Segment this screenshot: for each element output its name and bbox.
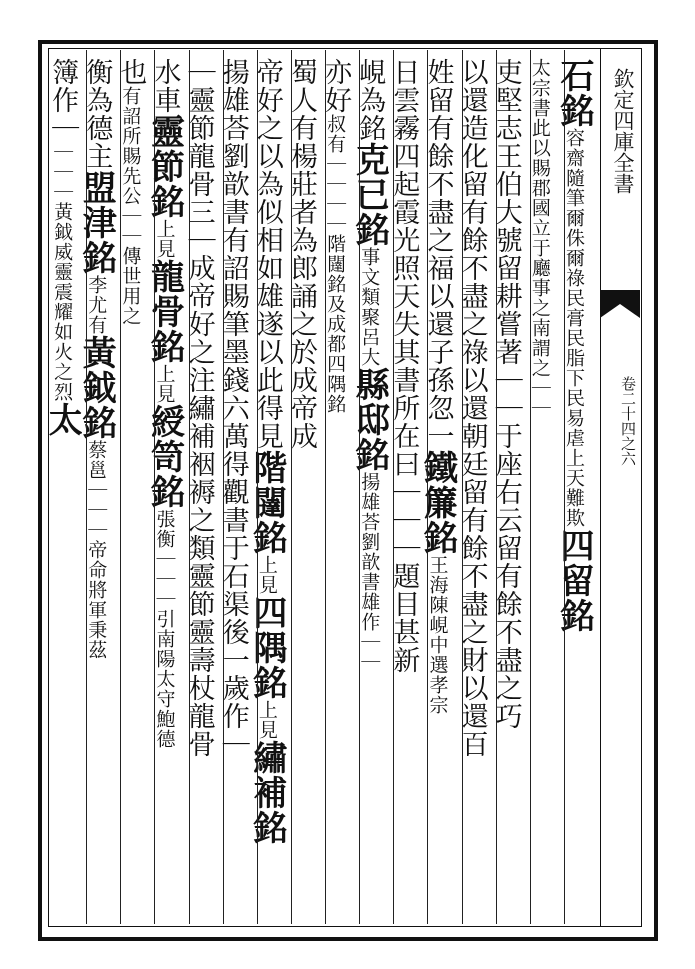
column-rule (359, 50, 360, 924)
text-run: 也 (115, 58, 147, 86)
column-rule (154, 50, 155, 924)
text-column (217, 58, 255, 918)
text-run: 日雲霧四起霞光照天失其書所在 (388, 58, 420, 450)
text-run: 帝好之以為似相如雄遂以此得見 (251, 58, 283, 450)
text-column (286, 58, 323, 918)
book-title: 欽定四庫全書 (611, 68, 635, 194)
text-run: ｜階闥銘及成都四隅銘 (324, 214, 347, 414)
text-column (115, 58, 152, 918)
text-run: ｜｜｜ (51, 142, 74, 202)
entry-heading: 靈節銘 (144, 114, 185, 219)
text-run: 衡為德主 (81, 58, 113, 170)
entry-heading: 縣邸銘 (349, 367, 390, 472)
text-run: 水車 (149, 58, 181, 114)
text-run: 揚雄荅劉歆書有詔賜筆墨錢六萬得觀書于石渠後一歲作｜ (217, 58, 249, 758)
text-column (246, 58, 289, 918)
text-column (490, 58, 528, 918)
entry-heading: 黃鉞銘 (76, 335, 117, 440)
text-run: 峴為銘 (354, 58, 386, 142)
text-column (554, 58, 596, 918)
volume-label: 卷二十四之六 (619, 376, 637, 466)
text-column (417, 58, 459, 918)
entry-heading: 克已銘 (349, 142, 390, 247)
text-column (388, 58, 425, 918)
fishtail-mark-icon (600, 290, 640, 318)
text-run: 叔有｜｜｜ (324, 114, 347, 214)
text-run: 王海陳峴中選孝宗 (426, 555, 449, 715)
text-column (42, 58, 84, 918)
entry-heading: 四隅銘 (246, 595, 287, 700)
text-run: 有詔所賜先公｜｜傳世用之 (119, 86, 142, 326)
text-run: 亦好 (320, 58, 352, 114)
column-rule (393, 50, 394, 924)
text-column (183, 58, 221, 918)
text-run: 蔡邕｜｜｜帝命將軍秉茲 (85, 440, 108, 660)
column-rule (325, 50, 326, 924)
text-run: 曰｜｜｜題目甚新 (388, 450, 420, 674)
text-run: 以還造化留有餘不盡之祿以還朝廷留有餘不盡之財以還百 (456, 58, 488, 758)
column-rule (257, 50, 258, 924)
column-rule (223, 50, 224, 924)
text-run: 太宗書此以賜郡國立于廳事之南謂之 (528, 58, 551, 378)
entry-heading: 四留銘 (554, 528, 594, 633)
text-run: 蜀人有楊莊者為郎誦之於成帝成 (286, 58, 317, 450)
text-run: ｜｜ (528, 378, 551, 418)
column-rule (189, 50, 190, 924)
entry-heading: 盟津銘 (76, 170, 117, 275)
text-run: 上見 (153, 364, 176, 404)
entry-heading: 龍骨銘 (144, 259, 185, 364)
text-run: 上見 (255, 700, 278, 740)
text-run: 容齋隨筆爾侏爾祿民膏民脂下民易虐上天難欺 (563, 128, 585, 528)
text-run: 揚雄荅劉歆書雄作｜｜ (358, 472, 381, 672)
entry-heading: 綬笥銘 (144, 404, 185, 509)
text-run: 事文類聚呂大 (358, 247, 381, 367)
text-column (528, 58, 562, 918)
text-run: 上見 (153, 219, 176, 259)
entry-heading: 階闥銘 (246, 450, 287, 555)
entry-heading: 石銘 (554, 58, 594, 128)
column-rule (462, 50, 463, 924)
text-column (76, 58, 118, 918)
text-column (349, 58, 391, 918)
entry-heading: 鐵簾銘 (417, 450, 458, 555)
text-column (144, 58, 186, 918)
column-rule (496, 50, 497, 924)
text-run: 上見 (255, 555, 278, 595)
entry-heading: 繡補銘 (246, 740, 287, 845)
column-rule (120, 50, 121, 924)
text-run: 姓留有餘不盡之福以還子孫忽一 (422, 58, 454, 450)
text-run: 簿作｜ (47, 58, 79, 142)
text-run: ｜靈節龍骨三｜成帝好之注繡補裀褥之類靈節靈壽杖龍骨 (183, 58, 215, 758)
text-run: 張衡｜｜｜引南陽太守鮑德 (153, 509, 176, 749)
text-column (456, 58, 494, 918)
text-run: 黃鉞威靈震耀如火之烈 (51, 202, 74, 402)
text-column (320, 58, 357, 918)
column-rule (530, 50, 531, 924)
column-rule (86, 50, 87, 924)
column-rule (564, 50, 565, 924)
entry-heading: 太 (42, 402, 83, 437)
column-rule (291, 50, 292, 924)
column-rule (427, 50, 428, 924)
text-run: 吏堅志王伯大號留耕嘗著｜｜于座右云留有餘不盡之巧 (490, 58, 522, 730)
text-run: 李尤有 (85, 275, 108, 335)
